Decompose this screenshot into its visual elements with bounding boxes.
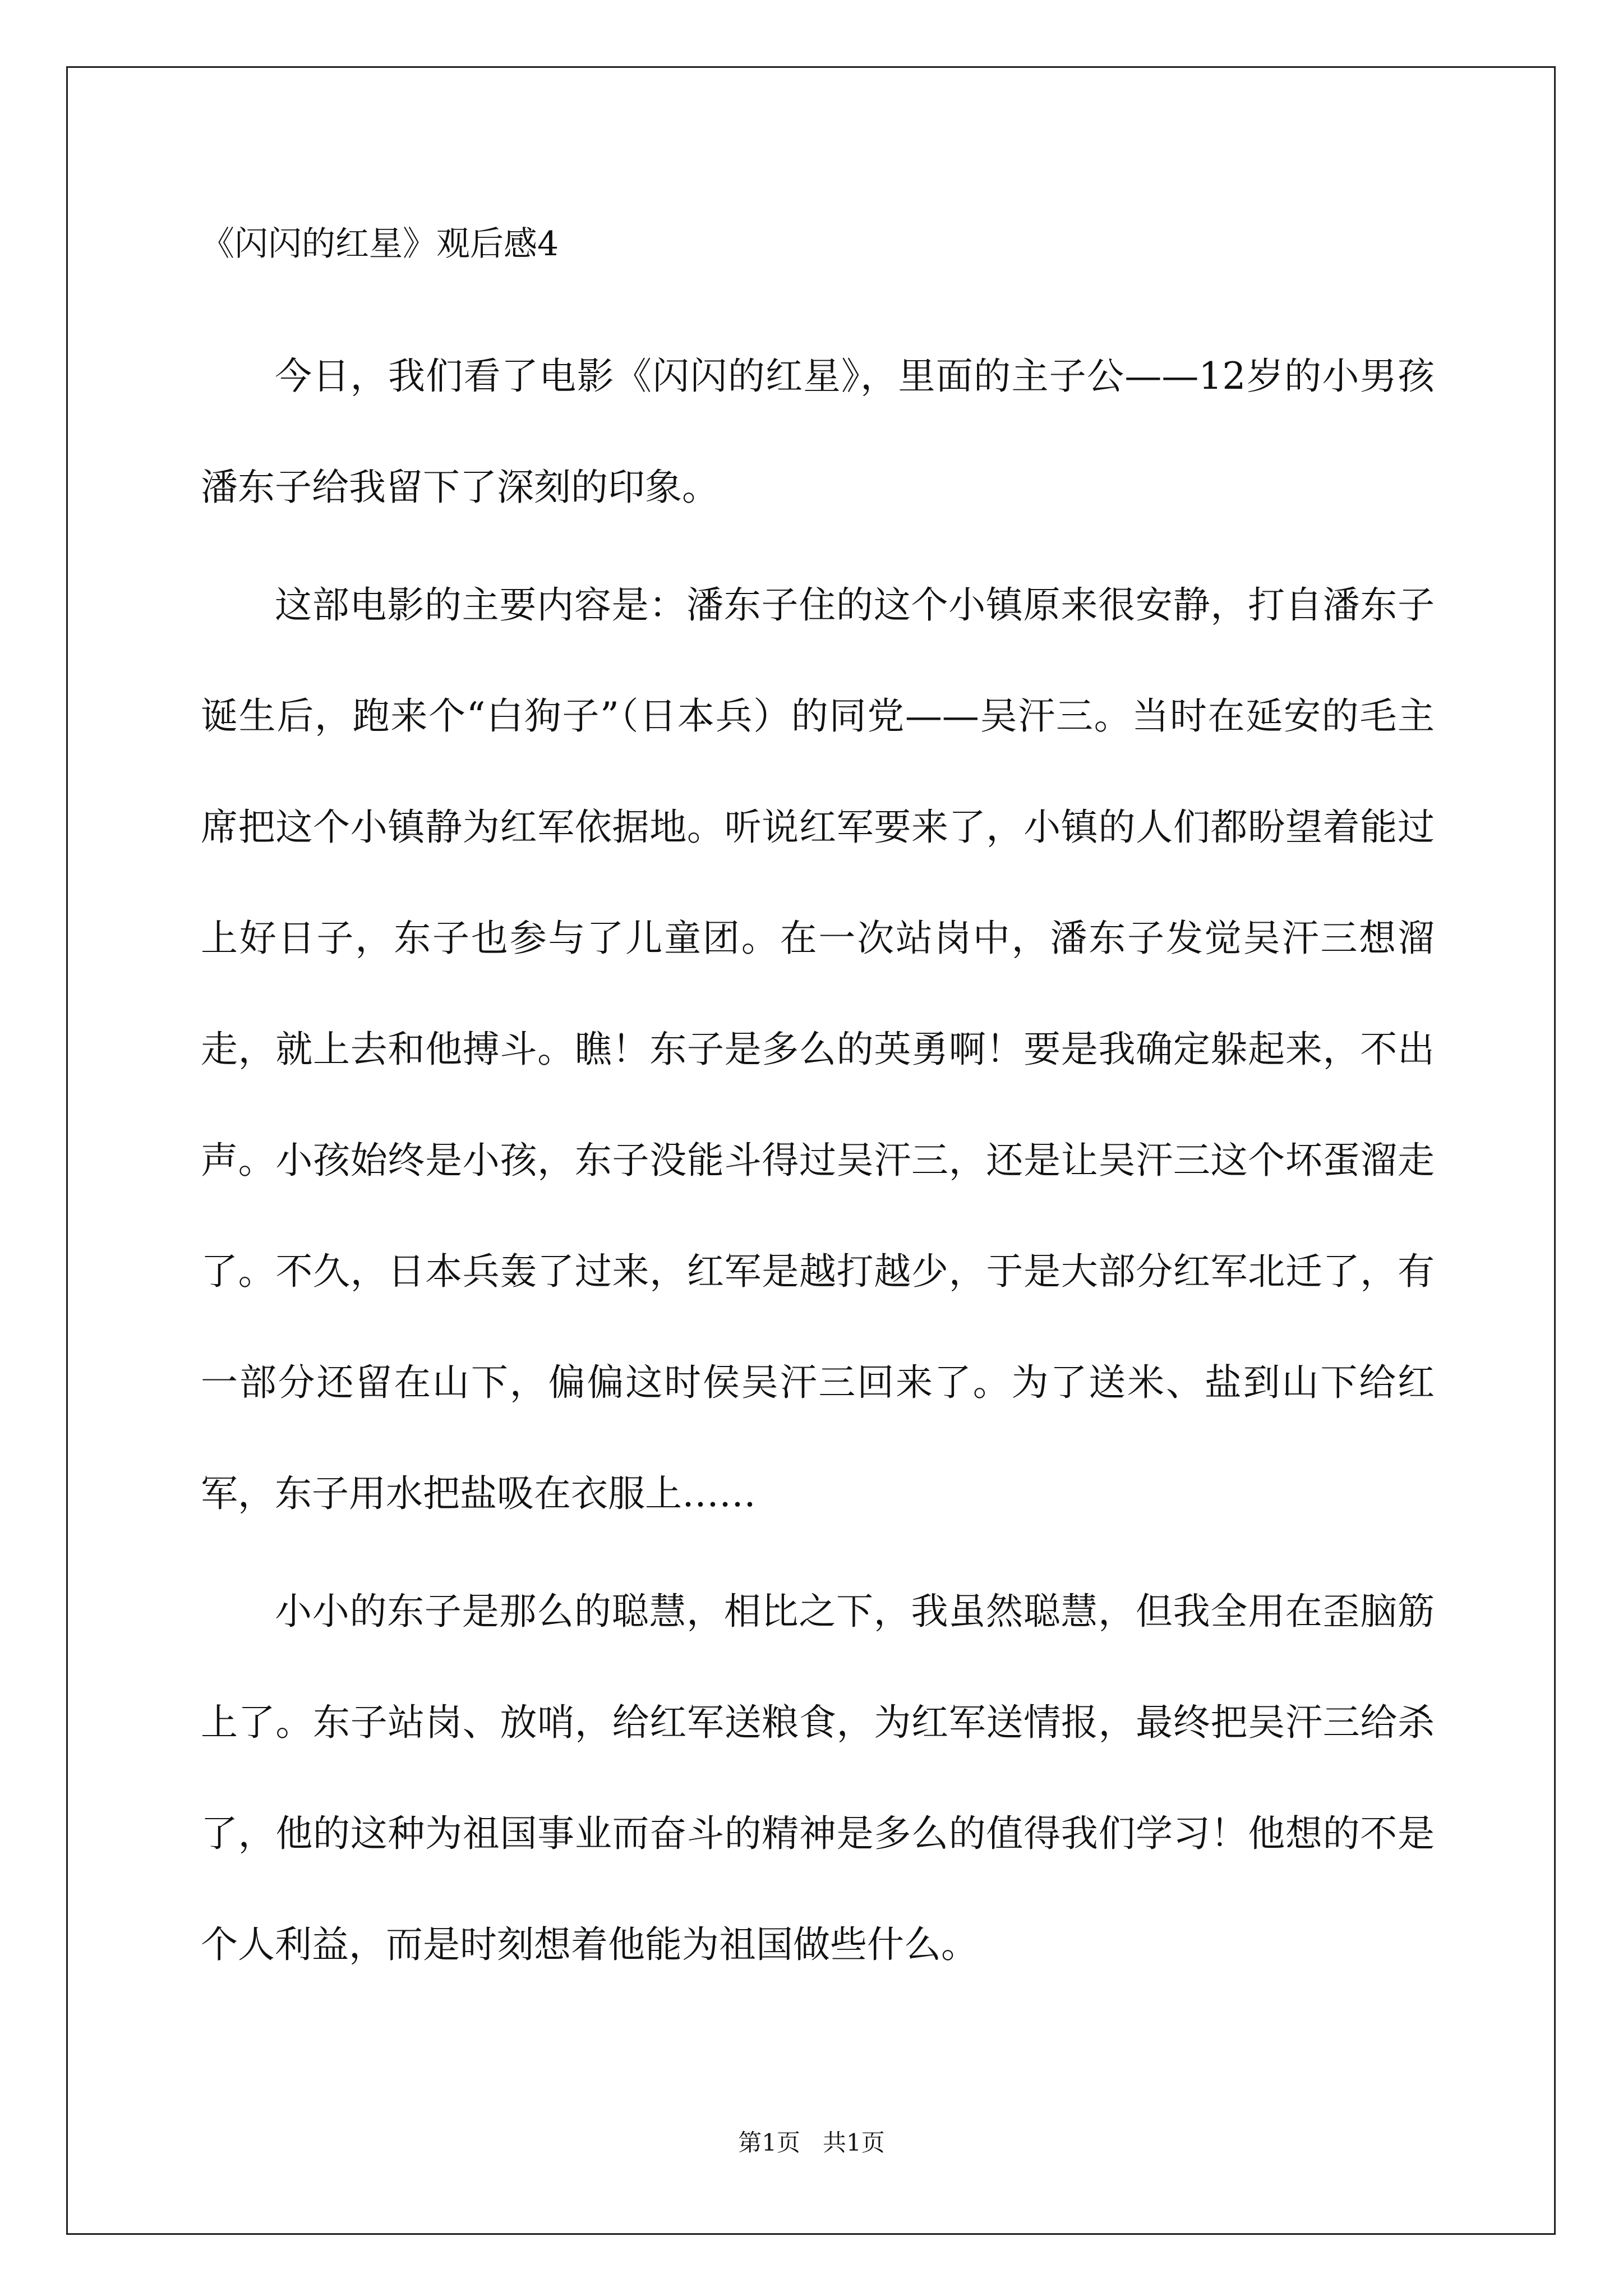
paragraph: 今日，我们看了电影《闪闪的红星》，里面的主子公——12岁的小男孩潘东子给我留下了深刻的印象。 [201,355,1435,509]
paragraph: 小小的东子是那么的聪慧，相比之下，我虽然聪慧，但我全用在歪脑筋上了。东子站岗、放哨，给红军送粮食，为红军送情报，最终把吴汗三给杀了，他的这种为祖国事业而奋斗的精神是多么的值得我们学习！他想的不是个人利益，而是时刻想着他能为祖国做些什么。 [201,1590,1435,1966]
document-title: 《闪闪的红星》观后感4 [201,224,559,264]
article-body [201,321,1435,2007]
paragraph: 这部电影的主要内容是：潘东子住的这个小镇原来很安静，打自潘东子诞生后，跑来个“白狗子”（日本兵）的同党——吴汗三。当时在延安的毛主席把这个小镇静为红军依据地。听说红军要来了，小镇的人们都盼望着能过上好日子，东子也参与了儿童团。在一次站岗中，潘东子发觉吴汗三想溜走，就上去和他搏斗。瞧！东子是多么的英勇啊！要是我确定躲起来，不出声。小孩始终是小孩，东子没能斗得过吴汗三，还是让吴汗三这个坏蛋溜走了。不久，日本兵轰了过来，红军是越打越少，于是大部分红军北迁了，有一部分还留在山下，偏偏这时侯吴汗三回来了。为了送米、盐到山下给红军，东子用水把盐吸在衣服上…… [201,583,1435,1515]
page-number-footer: 第1页 共1页 [738,2129,885,2156]
